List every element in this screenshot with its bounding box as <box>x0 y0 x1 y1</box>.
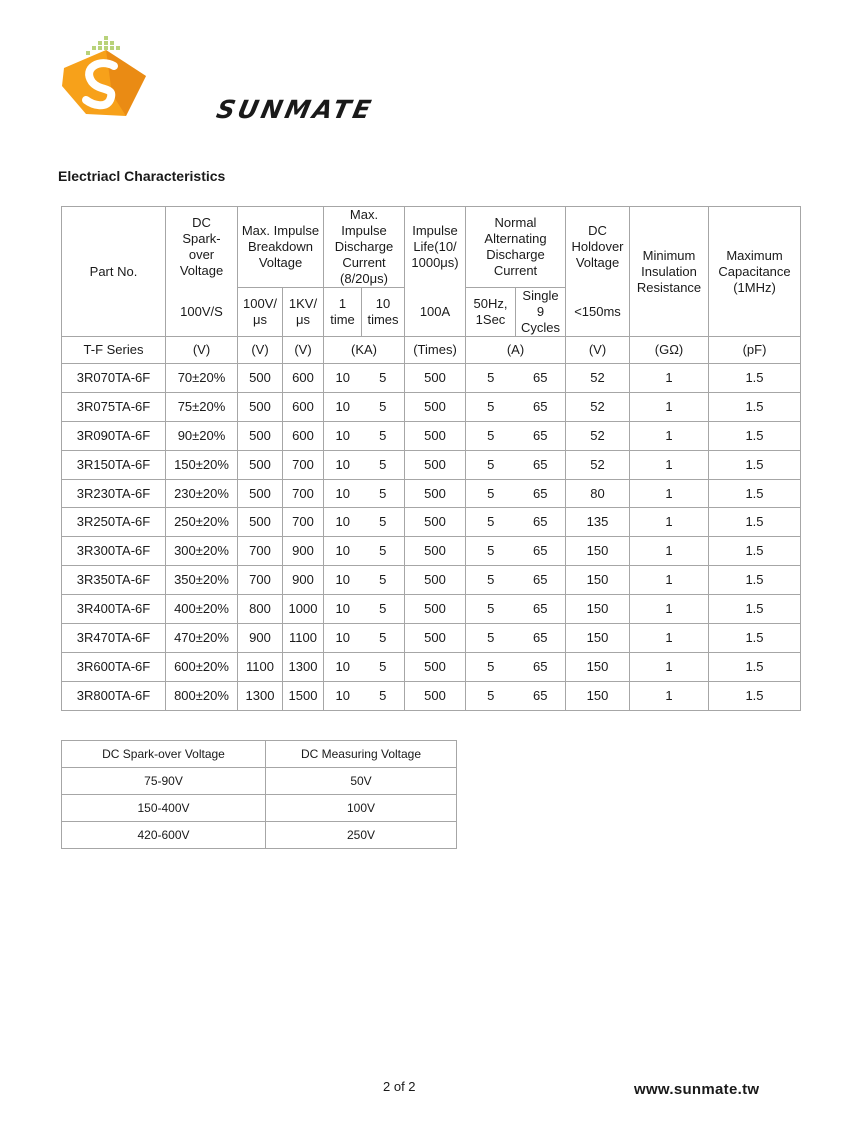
table-cell: 3R800TA-6F <box>62 681 166 710</box>
table-cell: 65 <box>516 624 566 653</box>
table-cell: 1 <box>630 681 709 710</box>
table-cell: 65 <box>516 537 566 566</box>
table-row <box>62 508 801 537</box>
table-cell: 500 <box>405 537 466 566</box>
measuring-cell: 420-600V <box>62 822 266 849</box>
table-cell: 1 <box>630 450 709 479</box>
table-cell: 90±20% <box>166 421 238 450</box>
measuring-table-body <box>62 768 457 849</box>
header-dc-spark-text: DC Spark-over Voltage <box>179 215 224 279</box>
table-cell: 65 <box>516 450 566 479</box>
table-row <box>62 681 801 710</box>
table-cell: 1.5 <box>709 421 801 450</box>
table-cell: 1 <box>630 537 709 566</box>
header-impulse-discharge-text: Max. Impulse Discharge Current (8/20μs) <box>334 207 394 286</box>
header-dc-spark <box>166 207 238 288</box>
table-cell: 10 <box>324 652 362 681</box>
table-cell: 52 <box>566 450 630 479</box>
measuring-cell: 50V <box>266 768 457 795</box>
table-cell: 150 <box>566 537 630 566</box>
website-url: www.sunmate.tw <box>634 1081 760 1098</box>
subheader-breakdown-1-text: 100V/ μs <box>243 296 277 327</box>
table-cell: 10 <box>324 364 362 393</box>
units-row <box>62 337 801 364</box>
units-insulation: (GΩ) <box>630 337 709 364</box>
table-cell: 3R300TA-6F <box>62 537 166 566</box>
table-cell: 700 <box>283 450 324 479</box>
table-cell: 5 <box>362 652 405 681</box>
units-life: (Times) <box>405 337 466 364</box>
table-body <box>62 364 801 711</box>
table-cell: 5 <box>362 450 405 479</box>
table-cell: 3R350TA-6F <box>62 566 166 595</box>
table-cell: 600 <box>283 364 324 393</box>
table-cell: 5 <box>362 595 405 624</box>
table-row <box>62 624 801 653</box>
table-cell: 470±20% <box>166 624 238 653</box>
table-cell: 150 <box>566 681 630 710</box>
table-cell: 350±20% <box>166 566 238 595</box>
table-cell: 900 <box>283 537 324 566</box>
table-cell: 10 <box>324 392 362 421</box>
table-cell: 5 <box>466 595 516 624</box>
table-cell: 65 <box>516 392 566 421</box>
table-cell: 1 <box>630 652 709 681</box>
table-cell: 3R400TA-6F <box>62 595 166 624</box>
header-impulse-discharge <box>324 207 405 288</box>
table-cell: 5 <box>466 566 516 595</box>
subheader-breakdown-2 <box>283 288 324 337</box>
table-cell: 500 <box>405 566 466 595</box>
table-row <box>62 566 801 595</box>
units-holdover: (V) <box>566 337 630 364</box>
units-capacitance: (pF) <box>709 337 801 364</box>
table-cell: 500 <box>405 392 466 421</box>
table-cell: 500 <box>238 508 283 537</box>
measuring-row <box>62 795 457 822</box>
table-cell: 1.5 <box>709 450 801 479</box>
table-cell: 1.5 <box>709 566 801 595</box>
table-cell: 300±20% <box>166 537 238 566</box>
table-cell: 1500 <box>283 681 324 710</box>
table-cell: 1 <box>630 479 709 508</box>
table-cell: 10 <box>324 508 362 537</box>
table-cell: 5 <box>466 421 516 450</box>
table-cell: 5 <box>362 508 405 537</box>
table-cell: 1.5 <box>709 392 801 421</box>
table-cell: 1.5 <box>709 681 801 710</box>
units-alternating: (A) <box>466 337 566 364</box>
table-cell: 900 <box>238 624 283 653</box>
brand-name: SUNMATE <box>214 95 377 124</box>
table-cell: 5 <box>466 537 516 566</box>
table-cell: 700 <box>238 566 283 595</box>
header-capacitance-text: Maximum Capacitance (1MHz) <box>718 247 791 295</box>
measuring-cell: 75-90V <box>62 768 266 795</box>
table-cell: 600 <box>283 421 324 450</box>
table-cell: 1 <box>630 364 709 393</box>
header-row <box>62 207 801 288</box>
table-cell: 500 <box>405 624 466 653</box>
subheader-holdover: <150ms <box>566 288 630 337</box>
units-dc-spark: (V) <box>166 337 238 364</box>
table-cell: 10 <box>324 624 362 653</box>
table-cell: 1 <box>630 566 709 595</box>
table-cell: 65 <box>516 421 566 450</box>
table-row <box>62 479 801 508</box>
table-cell: 400±20% <box>166 595 238 624</box>
subheader-alt-2-text: Single 9 Cycles <box>520 288 560 335</box>
table-cell: 80 <box>566 479 630 508</box>
table-cell: 52 <box>566 392 630 421</box>
table-cell: 1.5 <box>709 537 801 566</box>
table-row <box>62 392 801 421</box>
table-cell: 5 <box>362 566 405 595</box>
header-capacitance <box>709 207 801 337</box>
table-cell: 3R230TA-6F <box>62 479 166 508</box>
table-row <box>62 595 801 624</box>
header-alternating-text: Normal Alternating Discharge Current <box>484 215 547 278</box>
measuring-row <box>62 822 457 849</box>
table-cell: 700 <box>283 508 324 537</box>
measuring-cell: 150-400V <box>62 795 266 822</box>
subheader-discharge-1 <box>324 288 362 337</box>
header-impulse-life-text: Impulse Life(10/ 1000μs) <box>411 223 459 271</box>
table-cell: 65 <box>516 652 566 681</box>
header-holdover-text: DC Holdover Voltage <box>571 223 624 271</box>
table-cell: 10 <box>324 479 362 508</box>
table-cell: 1 <box>630 595 709 624</box>
subheader-discharge-2 <box>362 288 405 337</box>
table-row <box>62 537 801 566</box>
table-cell: 5 <box>362 537 405 566</box>
table-cell: 65 <box>516 364 566 393</box>
subheader-breakdown-2-text: 1KV/ μs <box>288 296 318 327</box>
measuring-row <box>62 768 457 795</box>
header-impulse-breakdown-text: Max. Impulse Breakdown Voltage <box>241 223 320 270</box>
table-cell: 500 <box>238 479 283 508</box>
table-cell: 1.5 <box>709 479 801 508</box>
measuring-header-measuring: DC Measuring Voltage <box>266 741 457 768</box>
table-cell: 70±20% <box>166 364 238 393</box>
table-cell: 500 <box>405 595 466 624</box>
table-cell: 1.5 <box>709 652 801 681</box>
table-cell: 135 <box>566 508 630 537</box>
measuring-header-row <box>62 741 457 768</box>
table-cell: 3R070TA-6F <box>62 364 166 393</box>
table-cell: 3R470TA-6F <box>62 624 166 653</box>
table-cell: 150±20% <box>166 450 238 479</box>
measuring-cell: 100V <box>266 795 457 822</box>
table-cell: 65 <box>516 681 566 710</box>
table-cell: 10 <box>324 595 362 624</box>
table-cell: 1.5 <box>709 364 801 393</box>
table-cell: 5 <box>466 652 516 681</box>
subheader-discharge-2-text: 10 times <box>367 296 399 327</box>
table-cell: 10 <box>324 537 362 566</box>
table-cell: 500 <box>405 450 466 479</box>
table-cell: 5 <box>466 681 516 710</box>
header-impulse-life <box>405 207 466 288</box>
table-cell: 65 <box>516 595 566 624</box>
table-cell: 230±20% <box>166 479 238 508</box>
table-cell: 3R250TA-6F <box>62 508 166 537</box>
table-cell: 500 <box>405 364 466 393</box>
header-holdover <box>566 207 630 288</box>
table-cell: 1000 <box>283 595 324 624</box>
units-discharge: (KA) <box>324 337 405 364</box>
table-cell: 500 <box>405 479 466 508</box>
table-cell: 65 <box>516 479 566 508</box>
measuring-cell: 250V <box>266 822 457 849</box>
table-cell: 10 <box>324 421 362 450</box>
table-cell: 1 <box>630 624 709 653</box>
header-alternating <box>466 207 566 288</box>
table-cell: 3R150TA-6F <box>62 450 166 479</box>
subheader-life: 100A <box>405 288 466 337</box>
table-cell: 5 <box>466 479 516 508</box>
sunmate-s-mark-icon <box>60 34 160 120</box>
table-cell: 150 <box>566 566 630 595</box>
table-cell: 5 <box>466 624 516 653</box>
table-cell: 500 <box>238 392 283 421</box>
table-cell: 52 <box>566 421 630 450</box>
table-cell: 52 <box>566 364 630 393</box>
subheader-alt-1 <box>466 288 516 337</box>
table-cell: 500 <box>405 421 466 450</box>
table-cell: 10 <box>324 681 362 710</box>
table-row <box>62 421 801 450</box>
table-cell: 900 <box>283 566 324 595</box>
table-cell: 600 <box>283 392 324 421</box>
table-cell: 150 <box>566 624 630 653</box>
table-cell: 500 <box>238 364 283 393</box>
table-cell: 5 <box>362 421 405 450</box>
table-cell: 150 <box>566 652 630 681</box>
table-cell: 800 <box>238 595 283 624</box>
header-insulation-text: Minimum Insulation Resistance <box>636 247 702 295</box>
subheader-breakdown-1 <box>238 288 283 337</box>
table-cell: 600±20% <box>166 652 238 681</box>
page-number: 2 of 2 <box>383 1079 416 1094</box>
table-row <box>62 364 801 393</box>
table-cell: 1300 <box>238 681 283 710</box>
table-cell: 10 <box>324 450 362 479</box>
table-cell: 1300 <box>283 652 324 681</box>
table-row <box>62 652 801 681</box>
table-cell: 500 <box>238 450 283 479</box>
units-series: T-F Series <box>62 337 166 364</box>
table-cell: 1100 <box>238 652 283 681</box>
table-cell: 1.5 <box>709 595 801 624</box>
table-cell: 5 <box>362 681 405 710</box>
table-cell: 5 <box>466 392 516 421</box>
table-cell: 5 <box>362 364 405 393</box>
table-cell: 65 <box>516 508 566 537</box>
table-cell: 1 <box>630 421 709 450</box>
table-cell: 500 <box>405 508 466 537</box>
table-cell: 1 <box>630 392 709 421</box>
table-cell: 5 <box>466 450 516 479</box>
table-cell: 10 <box>324 566 362 595</box>
table-cell: 250±20% <box>166 508 238 537</box>
table-cell: 5 <box>466 364 516 393</box>
table-cell: 1.5 <box>709 624 801 653</box>
electrical-characteristics-table <box>61 206 801 711</box>
table-cell: 5 <box>362 479 405 508</box>
header-insulation <box>630 207 709 337</box>
units-breakdown-1: (V) <box>238 337 283 364</box>
header-part-no: Part No. <box>62 207 166 337</box>
subheader-dc-spark: 100V/S <box>166 288 238 337</box>
table-cell: 5 <box>466 508 516 537</box>
table-cell: 3R090TA-6F <box>62 421 166 450</box>
subheader-alt-1-text: 50Hz, 1Sec <box>473 296 508 327</box>
section-title: Electriacl Characteristics <box>58 168 226 184</box>
table-cell: 150 <box>566 595 630 624</box>
brand-logo <box>60 34 377 124</box>
table-cell: 1 <box>630 508 709 537</box>
table-cell: 3R075TA-6F <box>62 392 166 421</box>
subheader-alt-2 <box>516 288 566 337</box>
table-cell: 1.5 <box>709 508 801 537</box>
table-cell: 75±20% <box>166 392 238 421</box>
table-cell: 65 <box>516 566 566 595</box>
measuring-header-spark: DC Spark-over Voltage <box>62 741 266 768</box>
table-cell: 5 <box>362 624 405 653</box>
table-cell: 500 <box>238 421 283 450</box>
table-row <box>62 450 801 479</box>
header-impulse-breakdown <box>238 207 324 288</box>
table-cell: 800±20% <box>166 681 238 710</box>
subheader-discharge-1-text: 1 time <box>330 296 355 327</box>
table-cell: 500 <box>405 681 466 710</box>
table-cell: 3R600TA-6F <box>62 652 166 681</box>
table-cell: 1100 <box>283 624 324 653</box>
table-cell: 500 <box>405 652 466 681</box>
table-cell: 700 <box>238 537 283 566</box>
table-cell: 700 <box>283 479 324 508</box>
units-breakdown-2: (V) <box>283 337 324 364</box>
table-cell: 5 <box>362 392 405 421</box>
measuring-voltage-table <box>61 740 457 849</box>
